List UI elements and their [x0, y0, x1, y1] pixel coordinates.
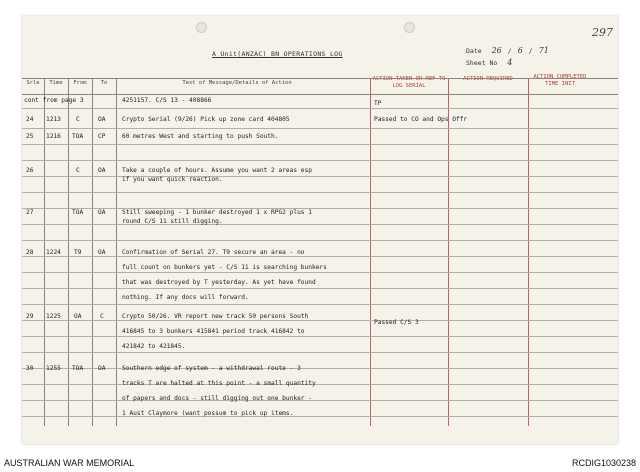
entry-text-line: round C/S 11 still digging. — [122, 218, 223, 225]
entry-to: CP — [98, 133, 106, 140]
column-rule — [68, 78, 69, 426]
entry-time: 1225 — [46, 313, 61, 320]
row-rule — [22, 78, 618, 79]
entry-text-line: Take a couple of hours. Assume you want 2 areas esp — [122, 167, 312, 174]
header-from: From — [73, 80, 87, 86]
header-text: Text of Message/Details of Action — [182, 80, 292, 86]
entry-text-line: Crypto 50/26. VR report new track 50 persons South — [122, 313, 309, 320]
entry-text-line: 4251157. C/S 13 - 408866 — [122, 97, 212, 104]
entry-text-line: Crypto Serial (9/26) Pick up zone card 404805 — [122, 116, 290, 123]
entry-time: 1216 — [46, 133, 61, 140]
entry-action: Passed C/S 3 — [374, 319, 419, 326]
entry-to: OA — [98, 116, 106, 123]
column-rule — [116, 78, 117, 426]
log-title: A Unit(ANZAC) BN OPERATIONS LOG — [212, 50, 343, 58]
entry-from: C — [76, 116, 80, 123]
entry-text-line: 421842 to 421845. — [122, 343, 186, 350]
entry-serial: 30 — [26, 365, 34, 372]
entry-text-line: if you want quick reaction. — [122, 176, 223, 183]
entry-text-line: Confirmation of Serial 27. T9 secure an area - no — [122, 249, 305, 256]
entry-text-line: of papers and docs - still digging out one bunker - — [122, 395, 312, 402]
entry-serial: 24 — [26, 116, 34, 123]
entry-to: C — [100, 313, 104, 320]
entry-serial: 25 — [26, 133, 34, 140]
entry-text-line: full count on bunkers yet - C/S 11 is searching bunkers — [122, 264, 327, 271]
entry-from: C — [76, 167, 80, 174]
header-to: To — [100, 80, 108, 86]
entry-to: OA — [98, 209, 106, 216]
header-action-required: ACTION REQUIRED — [463, 76, 513, 82]
entry-to: OA — [98, 365, 106, 372]
sheet-number: 4 — [507, 58, 513, 67]
sheet-label: Sheet No — [466, 59, 498, 67]
column-rule — [448, 78, 449, 426]
column-rule — [528, 78, 529, 426]
footer-institution: AUSTRALIAN WAR MEMORIAL — [4, 458, 135, 468]
date-month: 6 — [517, 46, 523, 55]
entry-text-line: 416845 to 3 bunkers 415841 period track 416842 to — [122, 328, 305, 335]
entry-serial: 28 — [26, 249, 34, 256]
entry-from: TOA — [72, 133, 84, 140]
entry-text-line: 1 Aust Claymore (want possum to pick up items. — [122, 410, 294, 417]
header-action-taken: ACTION TAKEN OR REF TO LOG SERIAL — [372, 76, 446, 89]
entry-text-line: that was destroyed by T yesterday. As yet have found — [122, 279, 316, 286]
entry-time: 1213 — [46, 116, 61, 123]
entry-time: 1255 — [46, 365, 61, 372]
entry-text-line: tracks T are halted at this point - a small quantity — [122, 380, 316, 387]
date-year: 71 — [538, 46, 549, 55]
entry-action: Passed to CO and Ops Offr — [374, 116, 468, 123]
entry-from: TOA — [72, 365, 84, 372]
footer-reference: RCDIG1030238 — [571, 458, 636, 468]
row-rule — [22, 94, 618, 95]
entry-serial: cont from page 3 — [24, 97, 84, 104]
header-action-completed: ACTION COMPLETED TIME INIT — [533, 74, 587, 87]
header-time: Time — [49, 80, 63, 86]
entry-text-line: Still sweeping - 1 bunker destroyed 1 x RPG2 plus 1 — [122, 209, 312, 216]
entry-from: T9 — [74, 249, 82, 256]
column-rule — [44, 78, 45, 426]
entry-serial: 27 — [26, 209, 34, 216]
entry-to: OA — [98, 167, 106, 174]
entry-serial: 26 — [26, 167, 34, 174]
log-sheet — [22, 16, 618, 444]
sheet-field — [466, 58, 518, 67]
entry-from: OA — [74, 313, 82, 320]
entry-serial: 29 — [26, 313, 34, 320]
header-serial: Srle — [26, 80, 40, 86]
punch-hole — [404, 22, 415, 33]
entry-time: 1224 — [46, 249, 61, 256]
entry-text-line: 60 metres West and starting to push South. — [122, 133, 279, 140]
column-rule — [370, 78, 371, 426]
punch-hole — [196, 22, 207, 33]
entry-text-line: nothing. If any docs will forward. — [122, 294, 249, 301]
entry-text-line: Southern edge of system - a withdrawal route - 3 — [122, 365, 301, 372]
page-number: 297 — [592, 26, 613, 39]
date-field: Date 26 / 6 / 71 — [466, 46, 549, 55]
date-day: 26 — [491, 46, 502, 55]
entry-action: TP — [374, 100, 382, 107]
date-label: Date — [466, 47, 482, 55]
column-rule — [92, 78, 93, 426]
entry-to: OA — [98, 249, 106, 256]
entry-from: TOA — [72, 209, 84, 216]
